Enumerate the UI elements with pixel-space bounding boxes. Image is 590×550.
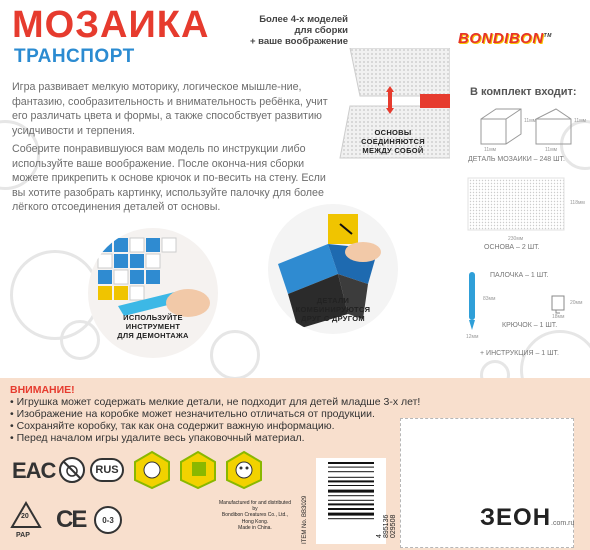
caption-line: ИНСТРУМЕНТ xyxy=(125,322,181,331)
caption-line: МЕЖДУ СОБОЙ xyxy=(362,146,424,155)
manufacturer-line: Made in China. xyxy=(238,524,272,531)
barcode-line xyxy=(328,490,374,493)
hook-width: 18мм xyxy=(552,314,565,320)
watermark-domain: .com.ru xyxy=(551,520,575,527)
manufacturer-line: Manufactured for and distributed by xyxy=(219,500,291,513)
mascot-icon xyxy=(178,450,218,490)
caption-line: ДЛЯ ДЕМОНТАЖА xyxy=(117,331,189,340)
tagline-line: + ваше воображение xyxy=(249,36,348,47)
kit-item-manual: + ИНСТРУКЦИЯ – 1 ШТ. xyxy=(480,350,560,357)
description-paragraph: Соберите понравившуюся вам модель по инструкции либо используйте ваше воображение. После оконча-ния сборки можете прикрепить к основе крючок и по-весить на стену. Если вы хотите разобрать картинку, используйте палочку для более лёгкого отсоединения деталей от основы. xyxy=(12,143,326,214)
age-warning-icon xyxy=(94,506,122,534)
barcode-line xyxy=(328,480,374,482)
item-number: ITEM No. BB3029 xyxy=(302,495,308,544)
prism-width: 11мм xyxy=(545,147,558,153)
bases-illustration xyxy=(330,48,450,188)
product-subtitle: ТРАНСПОРТ xyxy=(14,46,135,67)
barcode-line xyxy=(328,513,374,516)
caption-line: ДРУГ С ДРУГОМ xyxy=(301,314,365,323)
bases-photo xyxy=(330,48,450,188)
cube-height: 11мм xyxy=(524,118,537,124)
barcode xyxy=(316,458,397,544)
warning-item: • Сохраняйте коробку, так как она содержит важную информацию. xyxy=(10,420,420,432)
caption-line: ДЕТАЛИ xyxy=(316,296,350,305)
pap-label: PAP xyxy=(16,532,30,539)
rus-mark xyxy=(90,458,124,482)
caption-line: СОЕДИНЯЮТСЯ xyxy=(361,137,425,146)
ce-mark: CE xyxy=(56,506,86,533)
tagline xyxy=(228,14,348,47)
rus-mark-text: RUS xyxy=(95,464,119,476)
stick-width: 12мм xyxy=(466,334,479,340)
barcode-line xyxy=(328,485,374,486)
pap-number: 20 xyxy=(21,513,29,520)
warning-item: • Игрушка может содержать мелкие детали, не подходит для детей младше 3-х лет! xyxy=(10,396,420,408)
kit-item-stick: ПАЛОЧКА – 1 ШТ. xyxy=(490,272,549,279)
barcode-line xyxy=(328,467,374,468)
barcode-bars xyxy=(328,462,374,530)
brand-logo xyxy=(458,30,552,47)
kit-title: В комплект входит: xyxy=(470,86,577,98)
warning-title: ВНИМАНИЕ! xyxy=(10,384,75,396)
mascot-icon xyxy=(224,450,264,490)
barcode-line xyxy=(328,462,374,464)
tagline-line: Более 4-х моделей xyxy=(259,14,348,25)
warning-list xyxy=(10,396,420,444)
barcode-line xyxy=(328,495,374,496)
barcode-number: 4 895136 029508 xyxy=(376,514,397,538)
tool-caption xyxy=(108,313,198,340)
hook-drawing xyxy=(550,294,566,314)
stick-drawing xyxy=(464,272,480,332)
caption-line: КОМБИНИРУЮТСЯ xyxy=(295,305,371,314)
decor-bubble xyxy=(210,330,260,380)
brand-name: BONDIBON xyxy=(458,30,544,47)
trademark-mark: TM xyxy=(543,33,552,39)
kit-item-hook: КРЮЧОК – 1 ШТ. xyxy=(502,322,558,329)
watermark-logo xyxy=(480,504,574,532)
base-height: 118мм xyxy=(570,200,585,206)
parts-caption xyxy=(284,296,382,323)
product-title: МОЗАИКА xyxy=(12,4,210,46)
cube-width: 11мм xyxy=(484,147,497,153)
tagline-line: для сборки xyxy=(294,25,348,36)
age-warning-text: 0-3 xyxy=(102,515,114,525)
decor-bubble xyxy=(60,320,100,360)
barcode-line xyxy=(328,503,374,505)
barcode-line xyxy=(328,508,374,510)
caption-line: ОСНОВЫ xyxy=(374,128,412,137)
barcode-line xyxy=(328,471,374,472)
barcode-line xyxy=(328,518,374,519)
eac-mark: EAC xyxy=(12,458,56,483)
stick-height: 83мм xyxy=(483,296,496,302)
barcode-line xyxy=(328,500,374,501)
manufacturer-line: Bondibon Creatures Co., Ltd., Hong Kong. xyxy=(221,512,289,525)
caption-line: ИСПОЛЬЗУЙТЕ xyxy=(123,313,183,322)
kit-item-base: ОСНОВА – 2 ШТ. xyxy=(484,244,540,251)
no-mouth-icon xyxy=(58,456,86,484)
base-width: 230мм xyxy=(508,236,524,242)
prism-height: 11мм xyxy=(574,118,587,124)
kit-item-piece: ДЕТАЛЬ МОЗАИКИ – 248 ШТ. xyxy=(468,156,565,163)
bases-caption xyxy=(358,128,428,155)
manufacturer-info xyxy=(218,500,292,531)
mascot-icon xyxy=(132,450,172,490)
description-paragraph: Игра развивает мелкую моторику, логическое мышле-ние, фантазию, сообразительность и внимательность ребёнка, учит его различать цвета и формы, а также способствует развитию усидчивости и терпения. xyxy=(12,81,328,137)
watermark-text: ЗЕОН xyxy=(480,504,552,531)
hook-height: 20мм xyxy=(570,300,583,306)
warning-item: • Изображение на коробке может незначительно отличаться от продукции. xyxy=(10,408,420,420)
barcode-line xyxy=(328,477,374,478)
base-drawing xyxy=(466,176,566,234)
warning-item: • Перед началом игры удалите весь упаковочный материал. xyxy=(10,432,420,444)
